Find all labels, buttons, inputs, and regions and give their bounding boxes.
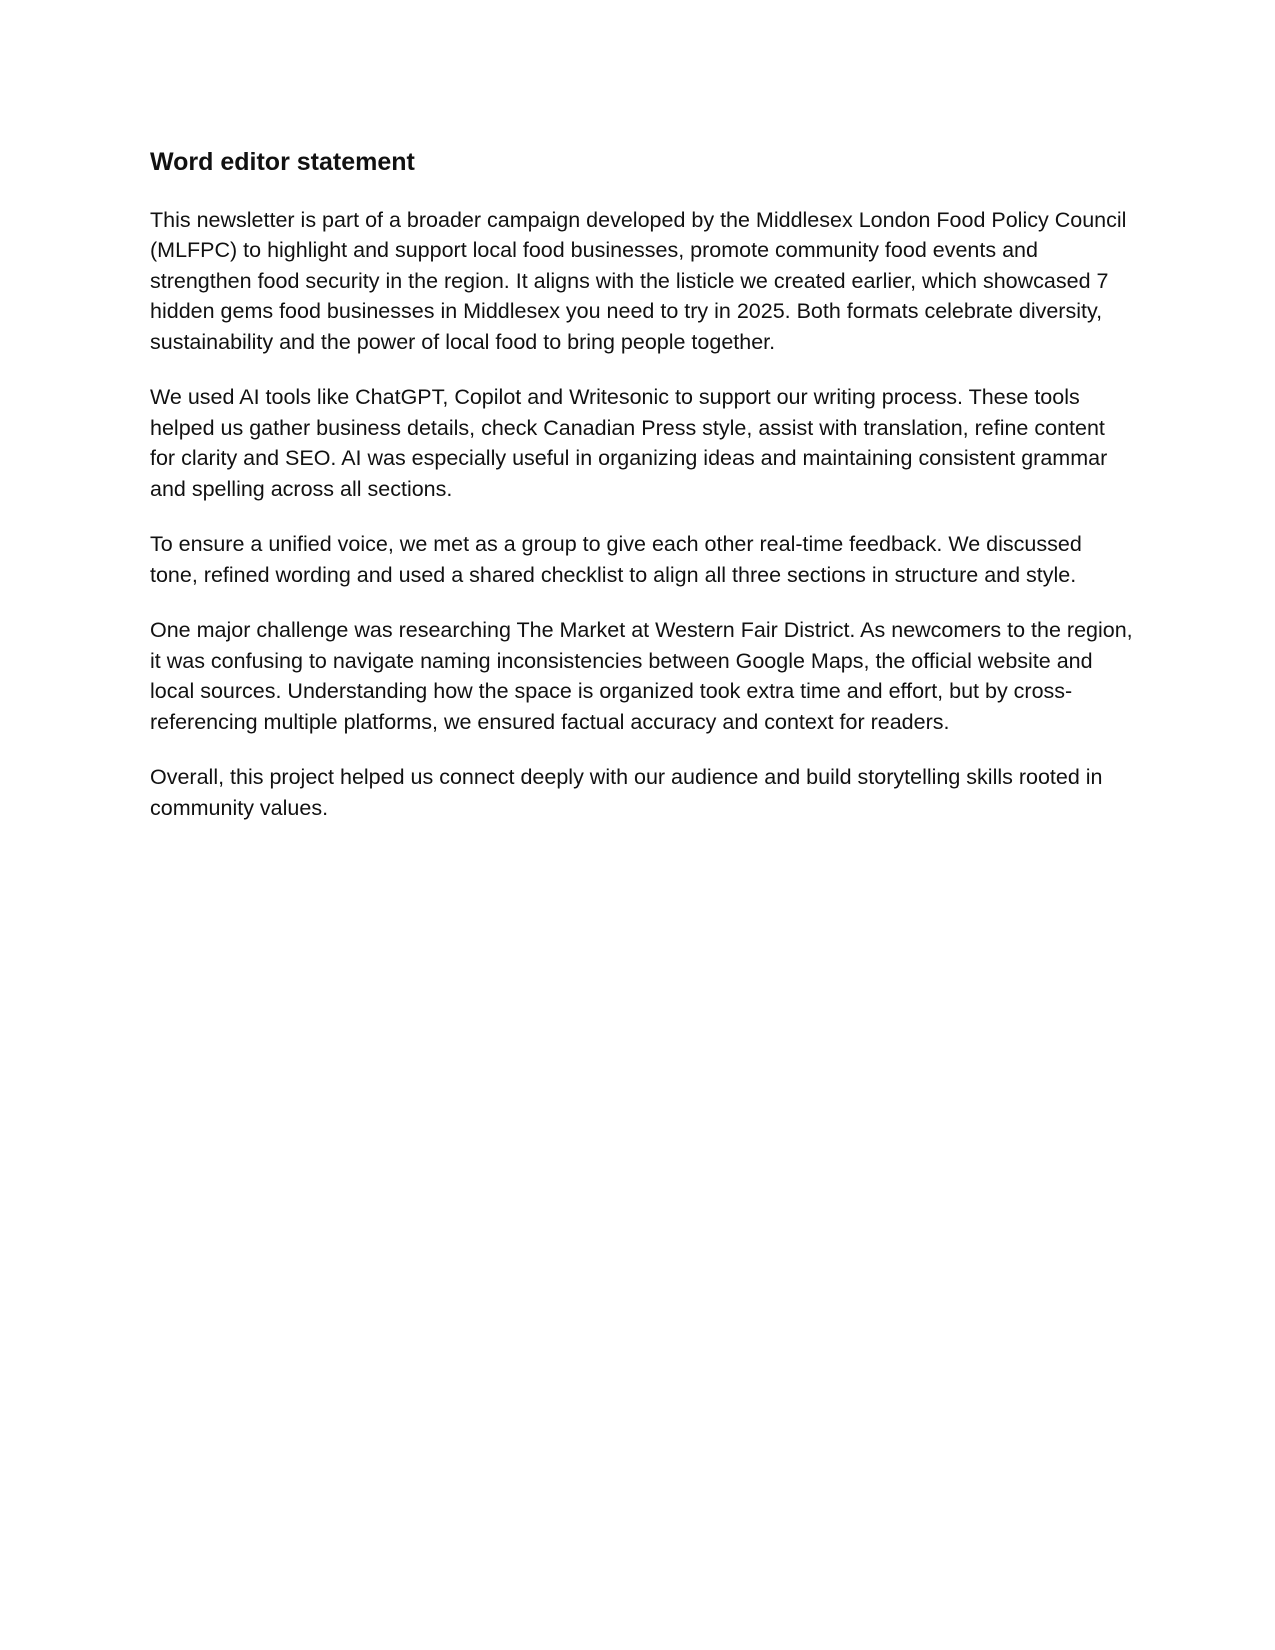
- paragraph-campaign: This newsletter is part of a broader campaign developed by the Middlesex London Food Policy Council (MLFPC) to highlight and support local food businesses, promote community food events and strengthen food security in the region. It aligns with the listicle we created earlier, which showcased 7 hidden gems food businesses in Middlesex you need to try in 2025. Both formats celebrate diversity, sustainability and the power of local food to bring people together.: [150, 207, 1127, 354]
- document-title: Word editor statement: [150, 148, 415, 176]
- paragraph-challenge: One major challenge was researching The Market at Western Fair District. As newcomers to the region, it was confusing to navigate naming inconsistencies between Google Maps, the official website and local sources. Understanding how the space is organized took extra time and effort, but by cross-referencing multiple platforms, we ensured factual accuracy and context for readers.: [150, 618, 1133, 734]
- document-body: [150, 146, 1135, 848]
- paragraph-unified-voice: To ensure a unified voice, we met as a group to give each other real-time feedback. We discussed tone, refined wording and used a shared checklist to align all three sections in structure and style.: [150, 532, 1082, 587]
- paragraph-ai-tools: We used AI tools like ChatGPT, Copilot and Writesonic to support our writing process. These tools helped us gather business details, check Canadian Press style, assist with translation, refine content for clarity and SEO. AI was especially useful in organizing ideas and maintaining consistent grammar and spelling across all sections.: [150, 385, 1108, 501]
- paragraph-overall: Overall, this project helped us connect deeply with our audience and build storytelling skills rooted in community values.: [150, 765, 1103, 820]
